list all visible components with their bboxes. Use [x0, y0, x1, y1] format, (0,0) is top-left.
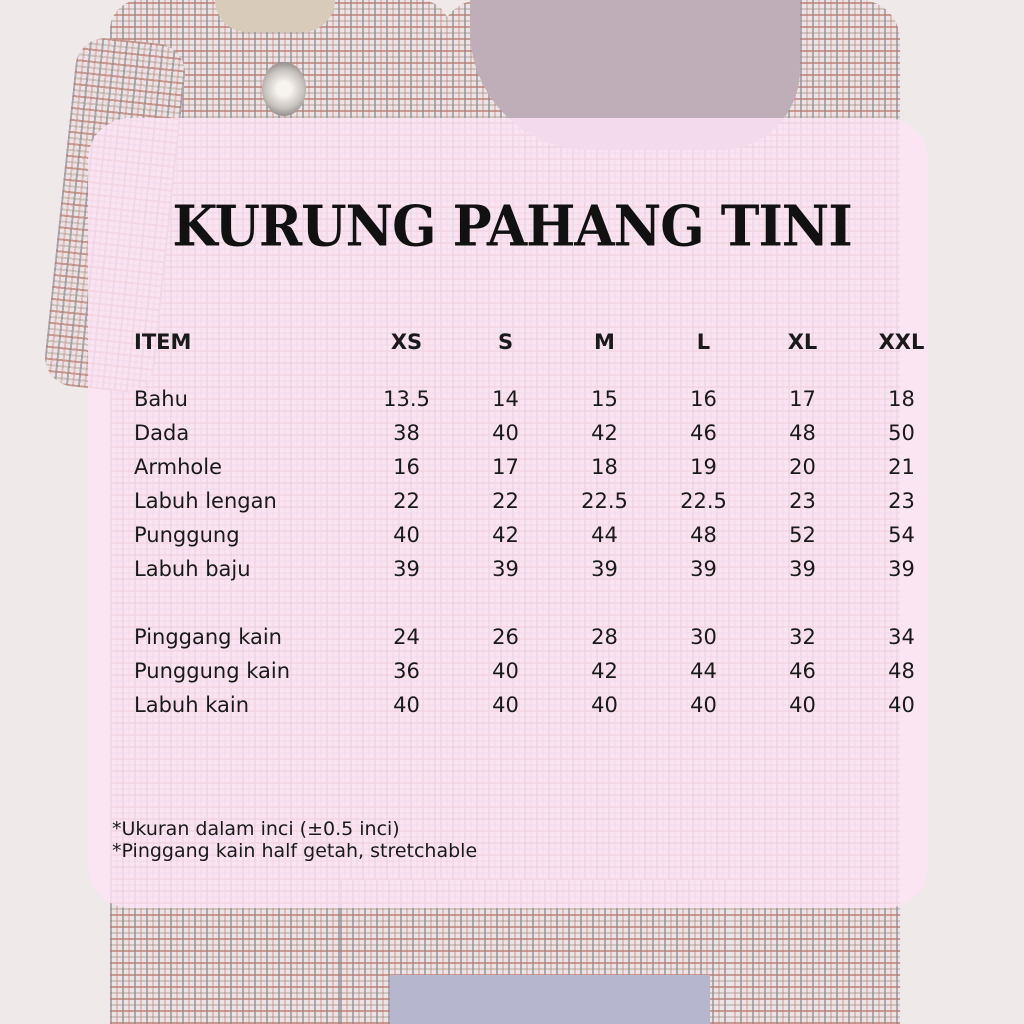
- size-value-cell: 13.5: [383, 387, 430, 411]
- size-value-cell: 21: [888, 455, 915, 479]
- size-value-cell: 46: [690, 421, 717, 445]
- size-value-cell: 40: [492, 693, 519, 717]
- size-value-cell: 40: [690, 693, 717, 717]
- row-label: Bahu: [134, 387, 188, 411]
- size-value-cell: 40: [393, 523, 420, 547]
- header-size: XL: [787, 330, 818, 354]
- size-value-cell: 42: [591, 659, 618, 683]
- table-row: [120, 552, 951, 586]
- size-value-cell: 15: [591, 387, 618, 411]
- brooch: [262, 62, 306, 116]
- table-row: [120, 518, 951, 552]
- size-value-cell: 42: [591, 421, 618, 445]
- size-value-cell: 40: [591, 693, 618, 717]
- size-value-cell: 39: [888, 557, 915, 581]
- size-value-cell: 40: [789, 693, 816, 717]
- row-label: Armhole: [134, 455, 222, 479]
- hanger: [215, 0, 335, 32]
- note-line: *Ukuran dalam inci (±0.5 inci): [112, 818, 400, 840]
- row-label: Pinggang kain: [134, 625, 282, 649]
- table-row: [120, 620, 951, 654]
- size-value-cell: 24: [393, 625, 420, 649]
- header-size: L: [696, 330, 711, 354]
- size-value-cell: 17: [789, 387, 816, 411]
- size-value-cell: 39: [591, 557, 618, 581]
- size-value-cell: 40: [888, 693, 915, 717]
- size-value-cell: 22.5: [581, 489, 628, 513]
- size-value-cell: 23: [888, 489, 915, 513]
- size-value-cell: 34: [888, 625, 915, 649]
- size-value-cell: 39: [789, 557, 816, 581]
- header-item: ITEM: [134, 330, 192, 354]
- size-value-cell: 18: [591, 455, 618, 479]
- header-size: XXL: [878, 330, 925, 354]
- table-row: [120, 654, 951, 688]
- size-value-cell: 17: [492, 455, 519, 479]
- size-value-cell: 20: [789, 455, 816, 479]
- size-value-cell: 52: [789, 523, 816, 547]
- size-value-cell: 44: [591, 523, 618, 547]
- size-value-cell: 44: [690, 659, 717, 683]
- size-value-cell: 39: [690, 557, 717, 581]
- size-value-cell: 39: [393, 557, 420, 581]
- notes: [112, 818, 477, 862]
- size-value-cell: 28: [591, 625, 618, 649]
- table-row: [120, 416, 951, 450]
- size-value-cell: 36: [393, 659, 420, 683]
- table-row: [120, 688, 951, 722]
- size-value-cell: 32: [789, 625, 816, 649]
- header-size: XS: [390, 330, 423, 354]
- size-value-cell: 38: [393, 421, 420, 445]
- row-label: Labuh baju: [134, 557, 251, 581]
- row-label: Labuh kain: [134, 693, 249, 717]
- size-value-cell: 19: [690, 455, 717, 479]
- row-label: Dada: [134, 421, 190, 445]
- size-value-cell: 18: [888, 387, 915, 411]
- size-value-cell: 16: [690, 387, 717, 411]
- note-line: *Pinggang kain half getah, stretchable: [112, 840, 478, 862]
- size-value-cell: 16: [393, 455, 420, 479]
- size-value-cell: 39: [492, 557, 519, 581]
- size-value-cell: 14: [492, 387, 519, 411]
- size-value-cell: 22: [492, 489, 519, 513]
- size-value-cell: 46: [789, 659, 816, 683]
- size-value-cell: 40: [393, 693, 420, 717]
- size-value-cell: 48: [888, 659, 915, 683]
- table-spacer: [120, 362, 951, 382]
- size-value-cell: 48: [690, 523, 717, 547]
- size-value-cell: 50: [888, 421, 915, 445]
- table-row: [120, 450, 951, 484]
- size-value-cell: 54: [888, 523, 915, 547]
- size-value-cell: 30: [690, 625, 717, 649]
- skirt: [390, 975, 710, 1024]
- size-table: [120, 322, 951, 722]
- row-label: Labuh lengan: [134, 489, 277, 513]
- size-value-cell: 48: [789, 421, 816, 445]
- row-label: Punggung kain: [134, 659, 291, 683]
- table-header-row: [120, 322, 951, 362]
- size-value-cell: 23: [789, 489, 816, 513]
- size-value-cell: 42: [492, 523, 519, 547]
- table-row: [120, 484, 951, 518]
- header-size: S: [497, 330, 514, 354]
- table-spacer: [120, 586, 951, 620]
- table-spacer-cell: [120, 362, 951, 382]
- header-size: M: [594, 330, 615, 354]
- size-value-cell: 26: [492, 625, 519, 649]
- table-row: [120, 382, 951, 416]
- size-value-cell: 22: [393, 489, 420, 513]
- row-label: Punggung: [134, 523, 240, 547]
- page-title: KURUNG PAHANG TINI: [172, 193, 852, 260]
- size-value-cell: 22.5: [680, 489, 727, 513]
- table-spacer-cell: [120, 586, 951, 620]
- size-value-cell: 40: [492, 659, 519, 683]
- size-value-cell: 40: [492, 421, 519, 445]
